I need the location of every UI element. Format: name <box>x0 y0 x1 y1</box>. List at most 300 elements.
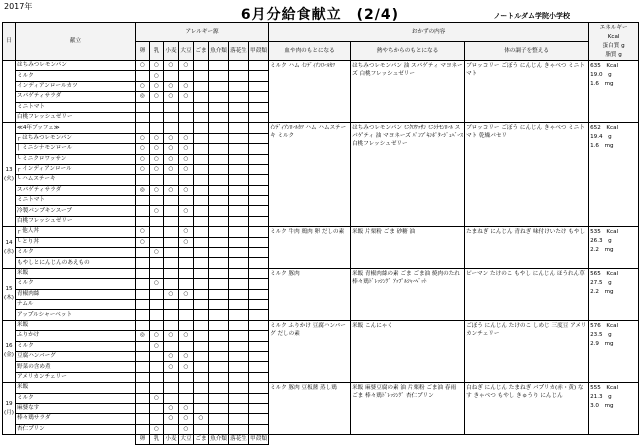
allergen-mark: ○ <box>164 185 179 195</box>
allergen-mark <box>164 71 179 81</box>
menu-item: インディアンロールカツ <box>16 81 136 91</box>
allergen-mark: ○ <box>164 289 179 299</box>
allergen-mark: ○ <box>150 424 164 434</box>
ingredient-cell-ing2: 米飯 こんにゃく <box>351 320 465 382</box>
allergen-mark <box>209 310 229 320</box>
col-allergy-group: アレルギー源 <box>136 23 269 42</box>
allergen-mark <box>209 144 229 154</box>
allergen-mark: ○ <box>150 331 164 341</box>
allergen-mark <box>179 196 194 206</box>
col-ingredients-group: おかずの内容 <box>269 23 589 42</box>
allergen-mark <box>249 341 269 351</box>
allergen-mark <box>209 258 229 268</box>
ingredient-cell-ing1: ミルク ハム ｲﾝﾃﾞｨｱﾝﾛｰﾙｶﾂ <box>269 61 351 123</box>
col-day: 日 <box>3 23 16 61</box>
allergen-mark <box>249 383 269 393</box>
allergen-mark <box>194 164 209 174</box>
allergen-mark <box>209 248 229 258</box>
allergen-mark <box>229 289 249 299</box>
allergen-mark: ○ <box>179 414 194 424</box>
allergen-mark <box>194 372 209 382</box>
allergen-footer-1: 乳 <box>150 435 164 445</box>
allergen-mark <box>209 331 229 341</box>
allergen-mark: ○ <box>164 164 179 174</box>
allergen-mark <box>249 289 269 299</box>
allergen-mark: ◎ <box>136 331 150 341</box>
allergen-mark <box>194 175 209 185</box>
allergen-mark <box>164 216 179 226</box>
menu-item: ┌ 他人丼 <box>16 227 136 237</box>
allergen-mark <box>249 299 269 309</box>
allergen-mark <box>209 196 229 206</box>
allergen-mark: ○ <box>164 351 179 361</box>
day-cell: 19 (月) <box>3 383 16 435</box>
footer-spacer <box>351 435 465 445</box>
allergen-mark <box>194 185 209 195</box>
menu-item: 米飯 <box>16 268 136 278</box>
day-cell <box>3 61 16 123</box>
allergen-mark <box>209 289 229 299</box>
allergen-mark: ○ <box>164 154 179 164</box>
allergen-mark <box>229 320 249 330</box>
allergen-mark <box>229 102 249 112</box>
allergen-mark <box>164 112 179 122</box>
allergen-mark <box>229 383 249 393</box>
ingredient-cell-ing3: 白ねぎ にんじん たまねぎ パプリカ(赤・黄) なす きゃべつ もやし きゅうり にんじん <box>465 383 589 435</box>
allergen-mark <box>209 61 229 71</box>
allergen-mark <box>249 206 269 216</box>
allergen-mark <box>229 144 249 154</box>
nutrition-cell: 535 Kcal 26.3 g 2.2 mg <box>589 227 639 269</box>
allergen-mark <box>150 102 164 112</box>
allergen-mark <box>164 196 179 206</box>
allergen-mark <box>229 279 249 289</box>
allergen-mark <box>136 268 150 278</box>
allergen-mark: ○ <box>164 144 179 154</box>
allergen-mark: ○ <box>179 206 194 216</box>
allergen-mark <box>209 403 229 413</box>
allergen-mark <box>229 310 249 320</box>
menu-item: スパゲティサラダ <box>16 185 136 195</box>
ingredient-cell-ing1: ミルク ふりかけ 豆腐ハンバーグ だしの素 <box>269 320 351 382</box>
table-row <box>3 320 639 330</box>
allergen-mark: ○ <box>150 206 164 216</box>
ingredient-cell-ing1: ミルク 豚肉 <box>269 268 351 320</box>
allergen-mark <box>150 289 164 299</box>
allergen-mark <box>136 279 150 289</box>
allergen-mark <box>209 393 229 403</box>
allergen-mark <box>249 320 269 330</box>
allergen-mark: ○ <box>164 92 179 102</box>
allergen-mark <box>194 102 209 112</box>
menu-item: ┌ インディアンロール <box>16 164 136 174</box>
allergen-mark <box>209 320 229 330</box>
allergen-mark <box>229 164 249 174</box>
col-ing1: 血や肉のもとになる <box>269 42 351 61</box>
allergen-mark <box>229 414 249 424</box>
allergen-mark <box>194 362 209 372</box>
allergen-mark <box>194 424 209 434</box>
menu-item: │ ミニシナモンロール <box>16 144 136 154</box>
allergen-mark <box>164 206 179 216</box>
allergen-mark: ○ <box>150 144 164 154</box>
allergen-mark <box>209 175 229 185</box>
menu-body <box>3 61 639 435</box>
menu-item: ミニトマト <box>16 196 136 206</box>
menu-item: 野菜の含め煮 <box>16 362 136 372</box>
allergen-mark <box>249 403 269 413</box>
allergen-mark <box>249 102 269 112</box>
allergen-mark <box>179 248 194 258</box>
ingredient-cell-ing2: はちみつレモンパン 油 スパゲティ マヨネーズ 白桃フレッシュゼリー <box>351 61 465 123</box>
allergen-mark <box>249 71 269 81</box>
table-row <box>3 123 639 133</box>
allergen-mark <box>249 372 269 382</box>
allergen-mark <box>164 383 179 393</box>
allergen-mark <box>179 299 194 309</box>
allergen-mark <box>164 248 179 258</box>
col-ing2: 熱やちからのもとになる <box>351 42 465 61</box>
allergen-mark <box>249 61 269 71</box>
allergen-mark <box>209 299 229 309</box>
year-label: 2017年 <box>4 2 33 11</box>
allergen-mark <box>249 351 269 361</box>
menu-item: ミニトマト <box>16 102 136 112</box>
allergen-header-3: 大豆 <box>179 42 194 61</box>
allergen-mark <box>249 362 269 372</box>
allergen-mark <box>164 175 179 185</box>
allergen-mark <box>150 268 164 278</box>
nutrition-cell: 565 Kcal 27.5 g 2.2 mg <box>589 268 639 320</box>
allergen-mark: ○ <box>136 81 150 91</box>
allergen-mark <box>194 92 209 102</box>
allergen-mark <box>164 341 179 351</box>
allergen-mark <box>249 216 269 226</box>
allergen-mark: ○ <box>179 424 194 434</box>
allergen-mark <box>150 196 164 206</box>
allergen-mark <box>249 279 269 289</box>
allergen-footer-3: 大豆 <box>179 435 194 445</box>
footer-spacer <box>269 435 351 445</box>
allergen-mark: ○ <box>150 61 164 71</box>
ingredient-cell-ing1: ｲﾝﾃﾞｨｱﾝﾛｰﾙｶﾂ ハム ハムステーキ ミルク <box>269 123 351 227</box>
allergen-mark <box>150 237 164 247</box>
allergen-mark <box>179 310 194 320</box>
allergen-mark <box>194 383 209 393</box>
allergen-mark <box>209 123 229 133</box>
allergen-mark <box>136 414 150 424</box>
allergen-mark <box>194 144 209 154</box>
allergen-mark <box>136 310 150 320</box>
day-cell: 16 (金) <box>3 320 16 382</box>
allergen-mark <box>179 216 194 226</box>
allergen-mark <box>136 299 150 309</box>
allergen-mark <box>136 248 150 258</box>
allergen-mark: ◎ <box>136 185 150 195</box>
ingredient-cell-ing3: ブロッコリー ごぼう にんじん きゃべつ ミニトマト 乾燥パセリ <box>465 123 589 227</box>
allergen-mark: ○ <box>179 133 194 143</box>
allergen-mark <box>229 133 249 143</box>
menu-item: ふりかけ <box>16 331 136 341</box>
day-cell: 15 (木) <box>3 268 16 320</box>
allergen-mark <box>209 227 229 237</box>
allergen-mark: ○ <box>136 164 150 174</box>
menu-item: ミルク <box>16 393 136 403</box>
allergen-mark: ○ <box>179 144 194 154</box>
allergen-mark <box>209 351 229 361</box>
allergen-mark <box>209 216 229 226</box>
allergen-mark <box>150 227 164 237</box>
allergen-mark <box>150 310 164 320</box>
allergen-mark: ○ <box>150 71 164 81</box>
allergen-mark <box>179 372 194 382</box>
allergen-header-1: 乳 <box>150 42 164 61</box>
allergen-mark <box>249 331 269 341</box>
menu-item: 米飯 <box>16 320 136 330</box>
allergen-mark <box>229 81 249 91</box>
allergen-mark <box>194 123 209 133</box>
allergen-mark <box>209 414 229 424</box>
menu-item: 青椒肉絲 <box>16 289 136 299</box>
day-cell: 14 (水) <box>3 227 16 269</box>
allergen-mark: ○ <box>179 61 194 71</box>
allergen-mark: ○ <box>164 331 179 341</box>
allergen-mark <box>150 372 164 382</box>
allergen-mark: ○ <box>179 237 194 247</box>
footer-allergen-row <box>3 435 639 445</box>
allergen-mark <box>150 320 164 330</box>
allergen-mark <box>194 393 209 403</box>
allergen-mark <box>229 196 249 206</box>
allergen-mark <box>150 362 164 372</box>
menu-item: 麻婆なす <box>16 403 136 413</box>
footer-spacer <box>589 435 639 445</box>
allergen-mark <box>194 154 209 164</box>
allergen-mark <box>136 403 150 413</box>
allergen-mark <box>194 216 209 226</box>
allergen-mark <box>209 154 229 164</box>
allergen-mark: ○ <box>150 92 164 102</box>
allergen-header-6: 落花生 <box>229 42 249 61</box>
allergen-mark <box>179 279 194 289</box>
allergen-mark <box>229 154 249 164</box>
allergen-mark <box>164 372 179 382</box>
allergen-footer-6: 落花生 <box>229 435 249 445</box>
allergen-mark: ○ <box>164 81 179 91</box>
allergen-mark: ○ <box>164 61 179 71</box>
allergen-mark <box>136 362 150 372</box>
allergen-mark <box>229 372 249 382</box>
allergen-mark <box>136 123 150 133</box>
allergen-mark <box>249 175 269 185</box>
allergen-mark <box>194 196 209 206</box>
allergen-mark <box>229 299 249 309</box>
allergen-mark <box>194 227 209 237</box>
allergen-mark <box>164 310 179 320</box>
allergen-mark <box>249 144 269 154</box>
allergen-mark <box>150 299 164 309</box>
allergen-mark <box>136 258 150 268</box>
allergen-mark: ○ <box>150 279 164 289</box>
allergen-mark <box>136 351 150 361</box>
allergen-mark <box>209 102 229 112</box>
allergen-header-4: ごま <box>194 42 209 61</box>
allergen-mark <box>194 351 209 361</box>
allergen-mark <box>136 216 150 226</box>
allergen-mark: ○ <box>179 403 194 413</box>
footer-spacer <box>465 435 589 445</box>
allergen-mark: ○ <box>164 133 179 143</box>
menu-item: 豆腐ハンバーグ <box>16 351 136 361</box>
menu-item: 米飯 <box>16 383 136 393</box>
menu-item: ≪4年ブッフェ≫ <box>16 123 136 133</box>
ingredient-cell-ing1: ミルク 豚肉 豆板醤 蒸し鶏 <box>269 383 351 435</box>
allergen-mark <box>229 258 249 268</box>
allergen-mark <box>249 154 269 164</box>
allergen-mark <box>229 268 249 278</box>
allergen-mark: ○ <box>179 164 194 174</box>
allergen-mark <box>229 206 249 216</box>
allergen-mark <box>229 227 249 237</box>
allergen-mark <box>164 268 179 278</box>
allergen-mark: ○ <box>150 393 164 403</box>
allergen-mark: ○ <box>150 248 164 258</box>
header-row-1 <box>3 23 639 42</box>
menu-item: ミルク <box>16 341 136 351</box>
allergen-mark: ○ <box>179 227 194 237</box>
allergen-mark <box>229 393 249 403</box>
allergen-mark <box>229 331 249 341</box>
allergen-mark <box>229 341 249 351</box>
table-row <box>3 268 639 278</box>
allergen-mark: ○ <box>136 61 150 71</box>
allergen-mark: ○ <box>179 331 194 341</box>
allergen-mark <box>150 383 164 393</box>
allergen-mark <box>249 112 269 122</box>
allergen-mark: ○ <box>150 164 164 174</box>
allergen-footer-4: ごま <box>194 435 209 445</box>
allergen-mark <box>164 279 179 289</box>
allergen-mark <box>164 393 179 403</box>
menu-item: ミルク <box>16 71 136 81</box>
allergen-mark <box>194 299 209 309</box>
allergen-mark <box>249 237 269 247</box>
allergen-mark: ○ <box>150 81 164 91</box>
allergen-header-0: 卵 <box>136 42 150 61</box>
allergen-mark <box>229 237 249 247</box>
allergen-mark <box>229 216 249 226</box>
allergen-mark <box>179 393 194 403</box>
allergen-mark <box>249 268 269 278</box>
allergen-mark <box>136 341 150 351</box>
allergen-mark <box>194 268 209 278</box>
menu-table <box>2 22 639 445</box>
allergen-mark <box>150 175 164 185</box>
allergen-mark <box>249 185 269 195</box>
allergen-mark: ○ <box>136 154 150 164</box>
allergen-mark <box>164 424 179 434</box>
table-row <box>3 227 639 237</box>
allergen-mark <box>179 341 194 351</box>
ingredient-cell-ing3: ブロッコリー ごぼう にんじん きゃべつ ミニトマト <box>465 61 589 123</box>
allergen-mark <box>229 71 249 81</box>
allergen-mark <box>209 71 229 81</box>
allergen-mark <box>249 310 269 320</box>
col-nutrition: エネルギー Kcal 蛋白質 g 脂質 g <box>589 23 639 61</box>
allergen-mark: ○ <box>164 403 179 413</box>
allergen-mark <box>194 133 209 143</box>
allergen-mark <box>136 424 150 434</box>
allergen-mark <box>249 424 269 434</box>
allergen-header-7: 甲殻類 <box>249 42 269 61</box>
nutrition-cell: 576 Kcal 23.5 g 2.9 mg <box>589 320 639 382</box>
menu-item: はちみつレモンパン <box>16 61 136 71</box>
menu-item: 棒々鶏サラダ <box>16 414 136 424</box>
menu-item: もやしとにんじんのあえもの <box>16 258 136 268</box>
allergen-header-2: 小麦 <box>164 42 179 61</box>
allergen-mark: ○ <box>136 227 150 237</box>
nutrition-cell: 652 Kcal 19.4 g 1.6 mg <box>589 123 639 227</box>
allergen-mark: ○ <box>164 414 179 424</box>
allergen-mark <box>229 248 249 258</box>
allergen-mark: ○ <box>150 133 164 143</box>
allergen-mark <box>209 362 229 372</box>
allergen-mark <box>136 289 150 299</box>
allergen-mark: ○ <box>179 185 194 195</box>
menu-item: └ ハムステーキ <box>16 175 136 185</box>
allergen-mark <box>136 196 150 206</box>
allergen-mark <box>194 61 209 71</box>
allergen-mark <box>209 279 229 289</box>
allergen-footer-7: 甲殻類 <box>249 435 269 445</box>
allergen-mark <box>136 175 150 185</box>
menu-item: 白桃フレッシュゼリー <box>16 216 136 226</box>
allergen-mark <box>194 341 209 351</box>
allergen-mark <box>179 258 194 268</box>
ingredient-cell-ing2: 米飯 片栗粉 ごま 砂糖 油 <box>351 227 465 269</box>
allergen-mark <box>209 112 229 122</box>
allergen-header-5: 魚介類 <box>209 42 229 61</box>
allergen-mark <box>179 175 194 185</box>
allergen-footer-2: 小麦 <box>164 435 179 445</box>
allergen-mark <box>150 403 164 413</box>
allergen-mark <box>150 216 164 226</box>
allergen-mark <box>249 227 269 237</box>
allergen-mark <box>209 237 229 247</box>
allergen-mark <box>249 258 269 268</box>
allergen-mark <box>194 237 209 247</box>
allergen-footer-0: 卵 <box>136 435 150 445</box>
allergen-mark: ○ <box>179 92 194 102</box>
allergen-mark <box>194 320 209 330</box>
allergen-mark <box>229 61 249 71</box>
allergen-mark <box>229 112 249 122</box>
allergen-mark <box>229 92 249 102</box>
allergen-mark <box>136 206 150 216</box>
allergen-mark <box>150 112 164 122</box>
menu-item: 冷製パンプキンスープ <box>16 206 136 216</box>
allergen-mark <box>209 81 229 91</box>
allergen-mark <box>229 123 249 133</box>
allergen-mark <box>209 133 229 143</box>
allergen-mark <box>229 185 249 195</box>
allergen-mark <box>194 403 209 413</box>
col-ing3: 体の調子を整える <box>465 42 589 61</box>
nutrition-cell: 555 Kcal 21.3 g 3.0 mg <box>589 383 639 435</box>
allergen-mark: ○ <box>194 414 209 424</box>
allergen-mark <box>209 424 229 434</box>
allergen-mark <box>136 112 150 122</box>
